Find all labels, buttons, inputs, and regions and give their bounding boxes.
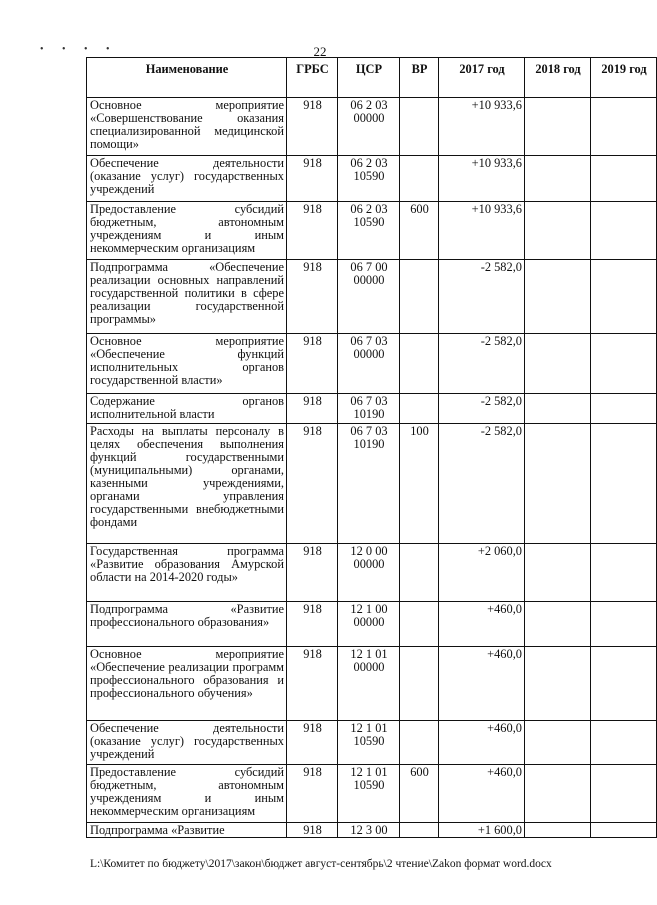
row-2017: +10 933,6 bbox=[439, 202, 525, 260]
row-csr: 12 3 00 bbox=[338, 823, 400, 838]
table-row bbox=[87, 156, 657, 202]
row-vr bbox=[400, 334, 439, 394]
row-2019 bbox=[591, 544, 657, 602]
row-name: Содержание органов исполнительной власти bbox=[87, 394, 287, 424]
row-2019 bbox=[591, 98, 657, 156]
row-2017: +460,0 bbox=[439, 721, 525, 765]
page-number: 22 bbox=[313, 44, 327, 59]
row-grbs: 918 bbox=[287, 334, 338, 394]
row-2017: +10 933,6 bbox=[439, 98, 525, 156]
row-2017: -2 582,0 bbox=[439, 394, 525, 424]
table-row bbox=[87, 544, 657, 602]
row-2019 bbox=[591, 823, 657, 838]
row-csr: 06 2 03 10590 bbox=[338, 202, 400, 260]
row-2019 bbox=[591, 334, 657, 394]
row-grbs: 918 bbox=[287, 823, 338, 838]
row-csr: 12 1 01 10590 bbox=[338, 765, 400, 823]
header-name: Наименование bbox=[87, 58, 287, 98]
header-2018: 2018 год bbox=[525, 58, 591, 98]
row-2018 bbox=[525, 260, 591, 334]
row-grbs: 918 bbox=[287, 156, 338, 202]
row-name: Предоставление субсидий бюджетным, автономным учреждениям и иным некоммерческим организациям bbox=[87, 202, 287, 260]
row-vr bbox=[400, 156, 439, 202]
row-2018 bbox=[525, 602, 591, 647]
row-2017: +460,0 bbox=[439, 647, 525, 721]
row-2017: -2 582,0 bbox=[439, 424, 525, 544]
row-2017: +460,0 bbox=[439, 602, 525, 647]
table-body bbox=[87, 98, 657, 838]
row-2017: -2 582,0 bbox=[439, 260, 525, 334]
row-2019 bbox=[591, 602, 657, 647]
row-vr bbox=[400, 647, 439, 721]
row-vr bbox=[400, 98, 439, 156]
row-csr: 12 1 01 00000 bbox=[338, 647, 400, 721]
row-2017: +460,0 bbox=[439, 765, 525, 823]
row-name: Подпрограмма «Развитие профессионального образования» bbox=[87, 602, 287, 647]
row-2019 bbox=[591, 202, 657, 260]
row-vr bbox=[400, 544, 439, 602]
row-2017: -2 582,0 bbox=[439, 334, 525, 394]
file-path-footer: L:\Комитет по бюджету\2017\закон\бюджет август-сентябрь\2 чтение\Zakon формат word.docx bbox=[90, 858, 552, 870]
row-name: Основное мероприятие «Совершенствование оказания специализированной медицинской помощи» bbox=[87, 98, 287, 156]
row-name: Расходы на выплаты персоналу в целях обеспечения выполнения функций государственными (муниципальными) органами, казенными учреждениями, органами управления государственными внебюджетными фондами bbox=[87, 424, 287, 544]
row-2019 bbox=[591, 647, 657, 721]
margin-marks: • • • • bbox=[40, 44, 118, 55]
row-vr bbox=[400, 260, 439, 334]
table-row bbox=[87, 334, 657, 394]
row-vr bbox=[400, 823, 439, 838]
row-name: Государственная программа «Развитие образования Амурской области на 2014-2020 годы» bbox=[87, 544, 287, 602]
row-grbs: 918 bbox=[287, 424, 338, 544]
row-2019 bbox=[591, 260, 657, 334]
row-name: Предоставление субсидий бюджетным, автономным учреждениям и иным некоммерческим организациям bbox=[87, 765, 287, 823]
row-csr: 06 7 03 10190 bbox=[338, 394, 400, 424]
header-csr: ЦСР bbox=[338, 58, 400, 98]
row-vr bbox=[400, 602, 439, 647]
row-2017: +10 933,6 bbox=[439, 156, 525, 202]
row-2018 bbox=[525, 424, 591, 544]
row-csr: 06 2 03 10590 bbox=[338, 156, 400, 202]
header-vr: ВР bbox=[400, 58, 439, 98]
row-2018 bbox=[525, 721, 591, 765]
row-2017: +2 060,0 bbox=[439, 544, 525, 602]
row-2019 bbox=[591, 394, 657, 424]
row-2018 bbox=[525, 98, 591, 156]
table-row bbox=[87, 602, 657, 647]
row-csr: 12 0 00 00000 bbox=[338, 544, 400, 602]
row-grbs: 918 bbox=[287, 260, 338, 334]
row-grbs: 918 bbox=[287, 544, 338, 602]
row-csr: 12 1 00 00000 bbox=[338, 602, 400, 647]
row-csr: 06 7 03 10190 bbox=[338, 424, 400, 544]
row-vr: 100 bbox=[400, 424, 439, 544]
row-2019 bbox=[591, 765, 657, 823]
row-2017: +1 600,0 bbox=[439, 823, 525, 838]
row-2019 bbox=[591, 721, 657, 765]
row-vr bbox=[400, 394, 439, 424]
row-2018 bbox=[525, 202, 591, 260]
table-row bbox=[87, 260, 657, 334]
row-vr: 600 bbox=[400, 202, 439, 260]
row-grbs: 918 bbox=[287, 394, 338, 424]
row-name: Обеспечение деятельности (оказание услуг) государственных учреждений bbox=[87, 156, 287, 202]
row-grbs: 918 bbox=[287, 98, 338, 156]
table-row bbox=[87, 823, 657, 838]
row-2018 bbox=[525, 823, 591, 838]
table-row bbox=[87, 98, 657, 156]
row-2018 bbox=[525, 334, 591, 394]
budget-table bbox=[86, 57, 657, 838]
table-header-row bbox=[87, 58, 657, 98]
row-2018 bbox=[525, 647, 591, 721]
row-name: Основное мероприятие «Обеспечение реализации программ профессионального образования и профессионального обучения» bbox=[87, 647, 287, 721]
table-row bbox=[87, 394, 657, 424]
row-2018 bbox=[525, 544, 591, 602]
header-2017: 2017 год bbox=[439, 58, 525, 98]
row-name: Основное мероприятие «Обеспечение функций исполнительных органов государственной власти» bbox=[87, 334, 287, 394]
row-name: Подпрограмма «Обеспечение реализации основных направлений государственной политики в сфере реализации государственной программы» bbox=[87, 260, 287, 334]
table-row bbox=[87, 202, 657, 260]
row-2018 bbox=[525, 156, 591, 202]
row-grbs: 918 bbox=[287, 721, 338, 765]
row-grbs: 918 bbox=[287, 647, 338, 721]
row-2019 bbox=[591, 424, 657, 544]
row-grbs: 918 bbox=[287, 202, 338, 260]
row-csr: 06 7 00 00000 bbox=[338, 260, 400, 334]
row-name: Подпрограмма «Развитие bbox=[87, 823, 287, 838]
row-grbs: 918 bbox=[287, 765, 338, 823]
row-2018 bbox=[525, 394, 591, 424]
table-row bbox=[87, 647, 657, 721]
table-row bbox=[87, 424, 657, 544]
table-row bbox=[87, 765, 657, 823]
row-vr: 600 bbox=[400, 765, 439, 823]
row-csr: 12 1 01 10590 bbox=[338, 721, 400, 765]
row-csr: 06 7 03 00000 bbox=[338, 334, 400, 394]
table-row bbox=[87, 721, 657, 765]
header-grbs: ГРБС bbox=[287, 58, 338, 98]
row-name: Обеспечение деятельности (оказание услуг) государственных учреждений bbox=[87, 721, 287, 765]
row-2018 bbox=[525, 765, 591, 823]
row-vr bbox=[400, 721, 439, 765]
row-2019 bbox=[591, 156, 657, 202]
row-grbs: 918 bbox=[287, 602, 338, 647]
row-csr: 06 2 03 00000 bbox=[338, 98, 400, 156]
header-2019: 2019 год bbox=[591, 58, 657, 98]
